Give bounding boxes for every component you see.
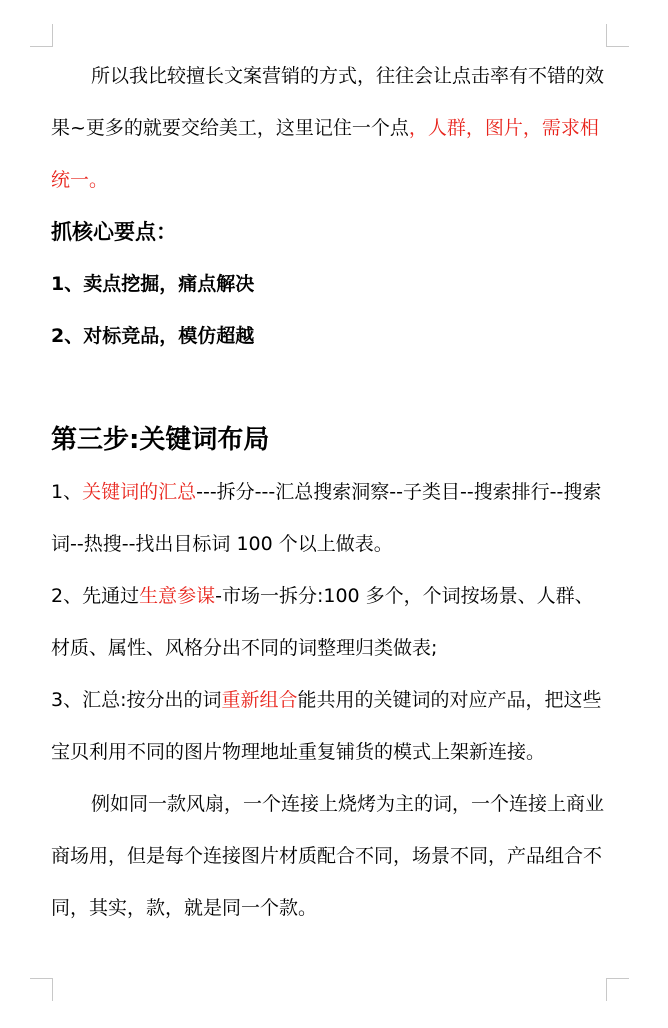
step3-item-2 — [51, 570, 611, 674]
step3-item-1-highlight: 关键词的汇总 — [82, 481, 197, 503]
spacer — [51, 362, 611, 414]
step3-item-3-lead: 3、汇总:按分出的词 — [51, 689, 222, 711]
crop-mark-top-right — [606, 24, 629, 47]
step3-item-3-highlight: 重新组合 — [221, 689, 298, 711]
example-paragraph: 例如同一款风扇，一个连接上烧烤为主的词，一个连接上商业商场用，但是每个连接图片材质配合不同，场景不同，产品组合不同，其实，款，就是同一个款。 — [51, 793, 605, 919]
crop-mark-top-left — [30, 24, 53, 47]
step3-item-1-text: ---拆分---汇总搜索洞察--子类目--搜索排行--搜索词--热搜--找出目标词 100 个以上做表。 — [51, 481, 602, 555]
step3-item-3 — [51, 674, 611, 778]
step3-item-1-number: 1、 — [51, 481, 83, 503]
step3-heading: 第三步:关键词布局 — [51, 425, 270, 455]
crop-mark-bottom-left — [30, 978, 53, 1001]
intro-highlight: ，人群，图片，需求相统一。 — [51, 117, 599, 191]
intro-text: 所以我比较擅长文案营销的方式，往往会让点击率有不错的效果~更多的就要交给美工，这里记住一个点 — [51, 65, 605, 139]
step3-item-2-lead: 2、先通过 — [51, 585, 140, 607]
document-body — [51, 50, 611, 934]
step3-item-1 — [51, 466, 611, 570]
step3-item-2-highlight: 生意参谋 — [139, 585, 216, 607]
intro-paragraph — [51, 50, 611, 206]
step3-item-2-text: -市场一拆分:100 多个，个词按场景、人群、材质、属性、风格分出不同的词整理归类做表; — [51, 585, 594, 659]
crop-mark-bottom-right — [606, 978, 629, 1001]
core-point-2: 2、对标竞品，模仿超越 — [51, 325, 255, 347]
core-point-1: 1、卖点挖掘，痛点解决 — [51, 273, 255, 295]
core-points-heading: 抓核心要点： — [51, 220, 177, 244]
step3-item-3-text: 能共用的关键词的对应产品，把这些宝贝利用不同的图片物理地址重复铺货的模式上架新连接。 — [51, 689, 602, 763]
